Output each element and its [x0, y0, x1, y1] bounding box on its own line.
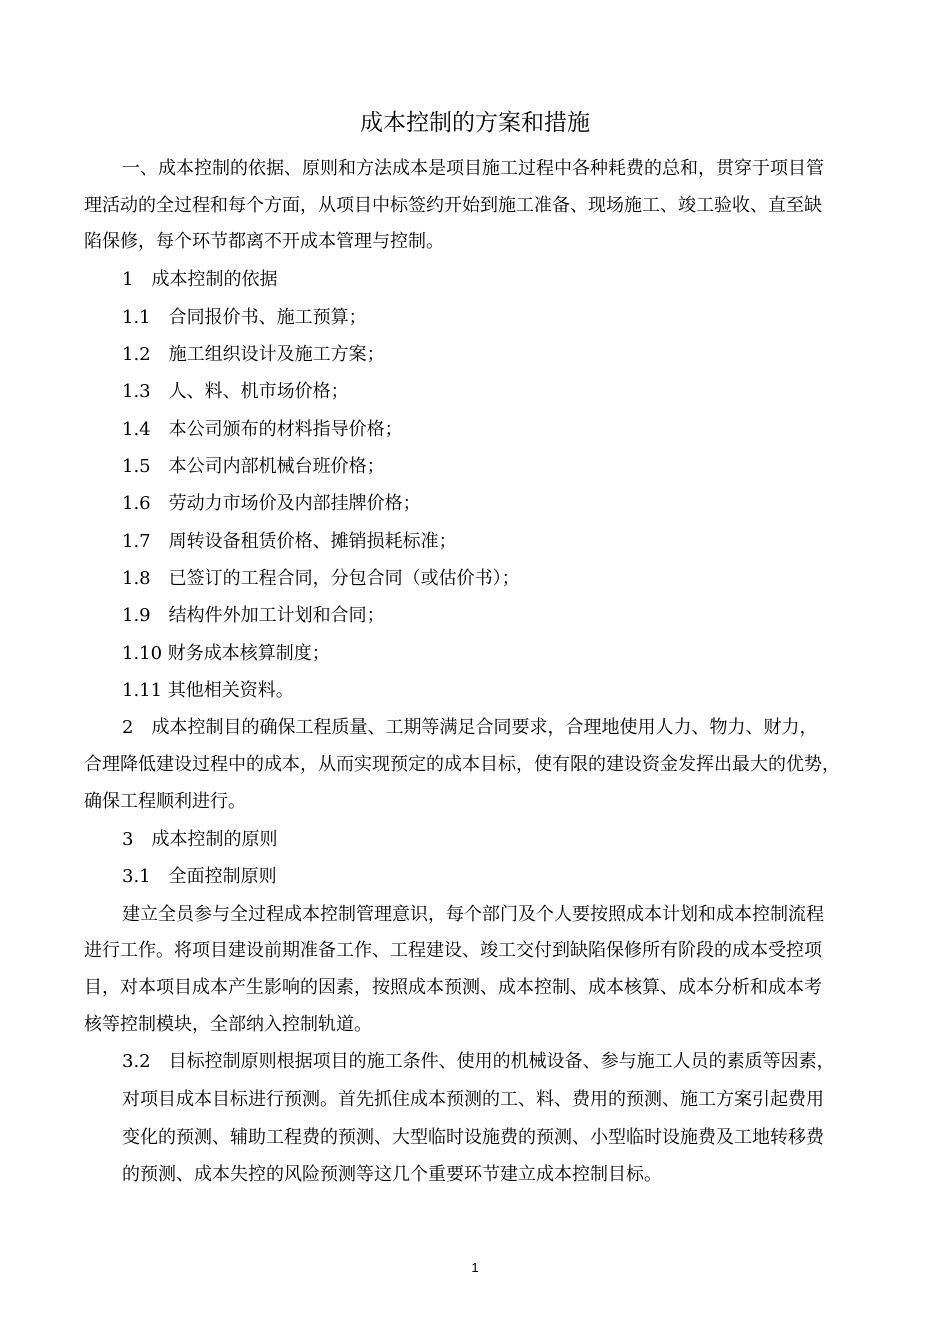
list-item: 1.11 其他相关资料。: [122, 680, 294, 701]
section-heading: 3 成本控制的原则: [122, 829, 278, 850]
paragraph-line: 合理降低建设过程中的成本，从而实现预定的成本目标，使有限的建设资金发挥出最大的优势，: [84, 754, 840, 775]
list-item: 1.7 周转设备租赁价格、摊销损耗标准；: [122, 531, 457, 552]
paragraph-line: 建立全员参与全过程成本控制管理意识，每个部门及个人要按照成本计划和成本控制流程: [122, 904, 824, 925]
list-item: 1.5 本公司内部机械台班价格；: [122, 456, 385, 477]
paragraph-line: 一、成本控制的依据、原则和方法成本是项目施工过程中各种耗费的总和，贯穿于项目管: [122, 158, 824, 179]
paragraph-line: 理活动的全过程和每个方面，从项目中标签约开始到施工准备、现场施工、竣工验收、直至缺: [84, 195, 822, 216]
list-item: 1.9 结构件外加工计划和合同；: [122, 605, 385, 626]
paragraph-line: 核等控制模块，全部纳入控制轨道。: [84, 1014, 372, 1035]
paragraph-line: 的预测、成本失控的风险预测等这几个重要环节建立成本控制目标。: [122, 1164, 662, 1185]
list-item: 1.6 劳动力市场价及内部挂牌价格；: [122, 493, 421, 514]
paragraph-line: 变化的预测、辅助工程费的预测、大型临时设施费的预测、小型临时设施费及工地转移费: [122, 1127, 824, 1148]
list-item: 1.10 财务成本核算制度；: [122, 643, 330, 664]
document-title: 成本控制的方案和措施: [360, 110, 590, 136]
section-heading: 1 成本控制的依据: [122, 269, 278, 290]
list-item: 1.4 本公司颁布的材料指导价格；: [122, 419, 403, 440]
paragraph-line: 目，对本项目成本产生影响的因素，按照成本预测、成本控制、成本核算、成本分析和成本考: [84, 977, 822, 998]
paragraph-line: 2 成本控制目的确保工程质量、工期等满足合同要求，合理地使用人力、物力、财力，: [122, 717, 818, 738]
paragraph-line: 3.2 目标控制原则根据项目的施工条件、使用的机械设备、参与施工人员的素质等因素，: [122, 1051, 835, 1072]
list-item: 1.8 已签订的工程合同，分包合同（或估价书）；: [122, 568, 520, 589]
subsection-heading: 3.1 全面控制原则: [122, 866, 277, 887]
paragraph-line: 陷保修，每个环节都离不开成本管理与控制。: [84, 231, 444, 252]
paragraph-line: 确保工程顺利进行。: [84, 791, 246, 812]
list-item: 1.3 人、料、机市场价格；: [122, 381, 349, 402]
page-number: 1: [471, 1260, 479, 1275]
paragraph-line: 进行工作。将项目建设前期准备工作、工程建设、竣工交付到缺陷保修所有阶段的成本受控项: [84, 940, 822, 961]
paragraph-line: 对项目成本目标进行预测。首先抓住成本预测的工、料、费用的预测、施工方案引起费用: [122, 1089, 824, 1110]
list-item: 1.2 施工组织设计及施工方案；: [122, 344, 385, 365]
list-item: 1.1 合同报价书、施工预算；: [122, 307, 367, 328]
